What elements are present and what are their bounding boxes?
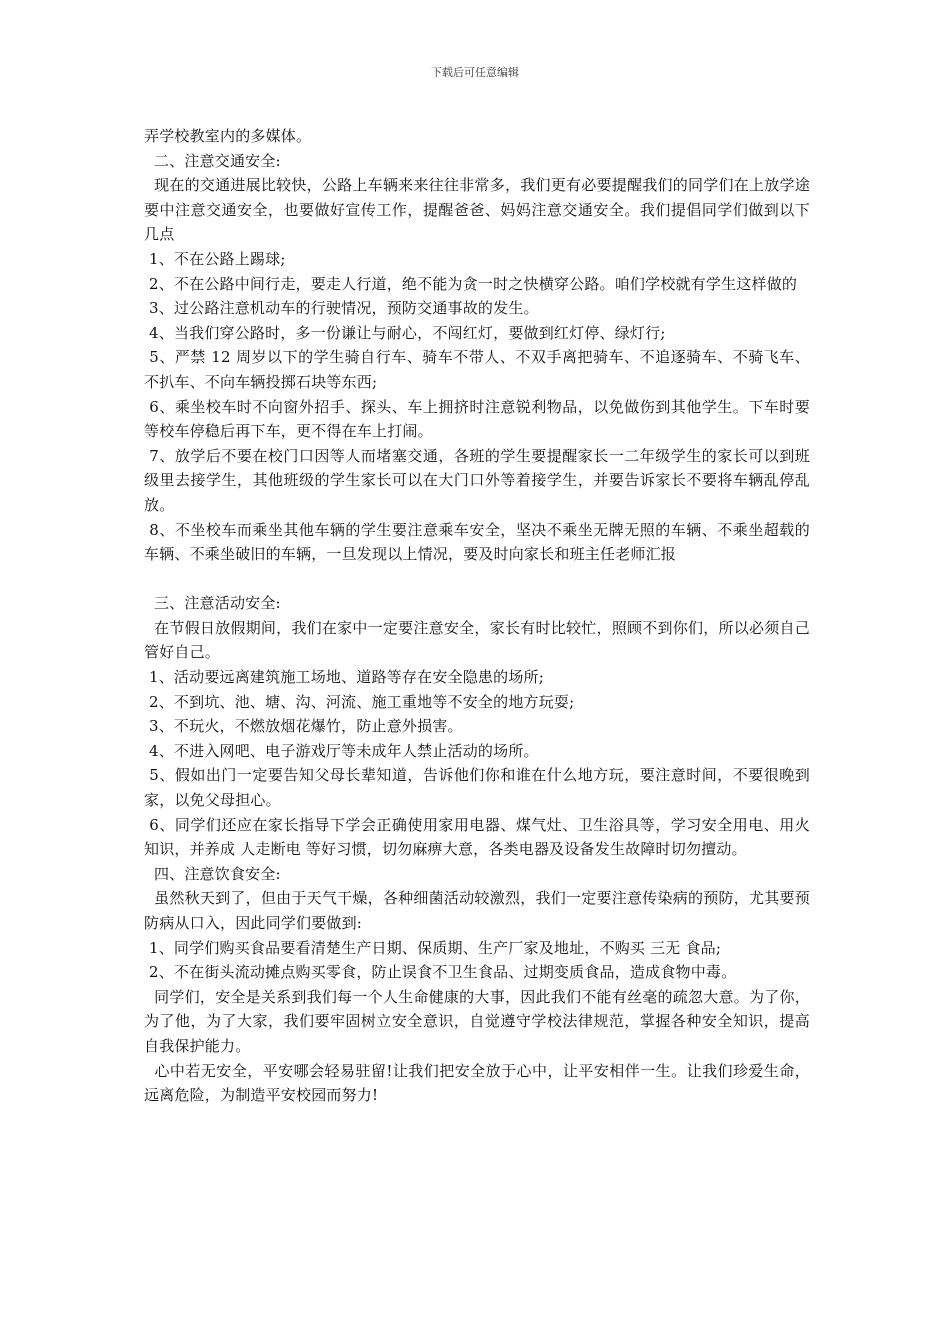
- document-body: [144, 124, 810, 1108]
- list-item: 1、不在公路上踢球;: [144, 249, 286, 268]
- list-item: 6、同学们还应在家长指导下学会正确使用家用电器、煤气灶、卫生浴具等，学习安全用电、用火知识，并养成 人走断电 等好习惯，切勿麻痹大意，各类电器及设备发生故障时切勿擅动。: [144, 815, 811, 859]
- list-item: 3、不玩火，不燃放烟花爆竹，防止意外损害。: [144, 717, 463, 736]
- list-item: 1、活动要远离建筑施工场地、道路等存在安全隐患的场所;: [144, 668, 544, 687]
- list-item: 4、不进入网吧、电子游戏厅等未成年人禁止活动的场所。: [144, 741, 539, 760]
- paragraph: 同学们，安全是关系到我们每一个人生命健康的大事，因此我们不能有丝毫的疏忽大意。为了你，为了他，为了大家，我们要牢固树立安全意识，自觉遵守学校法律规范，掌握各种安全知识，提高自我保护能力。: [144, 987, 811, 1055]
- list-item: 5、假如出门一定要告知父母长辈知道，告诉他们你和谁在什么地方玩，要注意时间，不要很晚到家，以免父母担心。: [144, 766, 811, 810]
- list-item: 4、当我们穿公路时，多一份谦让与耐心，不闯红灯，要做到红灯停、绿灯行;: [144, 323, 666, 342]
- paragraph: 在节假日放假期间，我们在家中一定要注意安全，家长有时比较忙，照顾不到你们，所以必须自己管好自己。: [144, 618, 811, 662]
- list-item: 7、放学后不要在校门口因等人而堵塞交通，各班的学生要提醒家长一二年级学生的家长可以到班级里去接学生，其他班级的学生家长可以在大门口外等着接学生，并要告诉家长不要将车辆乱停乱放。: [144, 446, 811, 514]
- list-item: 2、不在街头流动摊点购买零食，防止误食不卫生食品、过期变质食品，造成食物中毒。: [144, 963, 737, 982]
- section-heading-food: 四、注意饮食安全:: [144, 864, 281, 883]
- list-item: 5、严禁 12 周岁以下的学生骑自行车、骑车不带人、不双手离把骑车、不追逐骑车、不骑飞车、不扒车、不向车辆投掷石块等东西;: [144, 348, 811, 391]
- page-header: 下载后可任意编辑: [431, 66, 519, 79]
- section-heading-activity: 三、注意活动安全:: [144, 594, 281, 613]
- paragraph: 虽然秋天到了，但由于天气干燥，各种细菌活动较激烈，我们一定要注意传染病的预防，尤其要预防病从口入，因此同学们要做到:: [144, 889, 811, 932]
- paragraph: 弄学校教室内的多媒体。: [144, 127, 312, 145]
- list-item: 2、不到坑、池、塘、沟、河流、施工重地等不安全的地方玩耍;: [144, 692, 575, 711]
- list-item: 6、乘坐校车时不向窗外招手、探头、车上拥挤时注意锐利物品，以免做伤到其他学生。下车时要等校车停稳后再下车，更不得在车上打闹。: [144, 397, 811, 441]
- list-item: 2、不在公路中间行走，要走人行道，绝不能为贪一时之快横穿公路。咱们学校就有学生这样做的: [144, 274, 798, 293]
- list-item: 8、不坐校车而乘坐其他车辆的学生要注意乘车安全，坚决不乘坐无牌无照的车辆、不乘坐超载的车辆、不乘坐破旧的车辆，一旦发现以上情况，要及时向家长和班主任老师汇报: [144, 520, 811, 564]
- list-item: 3、过公路注意机动车的行驶情况，预防交通事故的发生。: [144, 299, 539, 318]
- blank-line: [144, 567, 810, 592]
- paragraph: 现在的交通进展比较快，公路上车辆来来往往非常多，我们更有必要提醒我们的同学们在上放学途要中注意交通安全，也要做好宣传工作，提醒爸爸、妈妈注意交通安全。我们提倡同学们做到以下几点: [144, 176, 811, 244]
- paragraph: 心中若无安全，平安哪会轻易驻留!让我们把安全放于心中，让平安相伴一生。让我们珍爱生命，远离危险，为制造平安校园而努力!: [144, 1061, 811, 1105]
- list-item: 1、同学们购买食品要看清楚生产日期、保质期、生产厂家及地址，不购买 三无 食品;: [144, 938, 722, 957]
- section-heading-traffic: 二、注意交通安全:: [144, 151, 281, 170]
